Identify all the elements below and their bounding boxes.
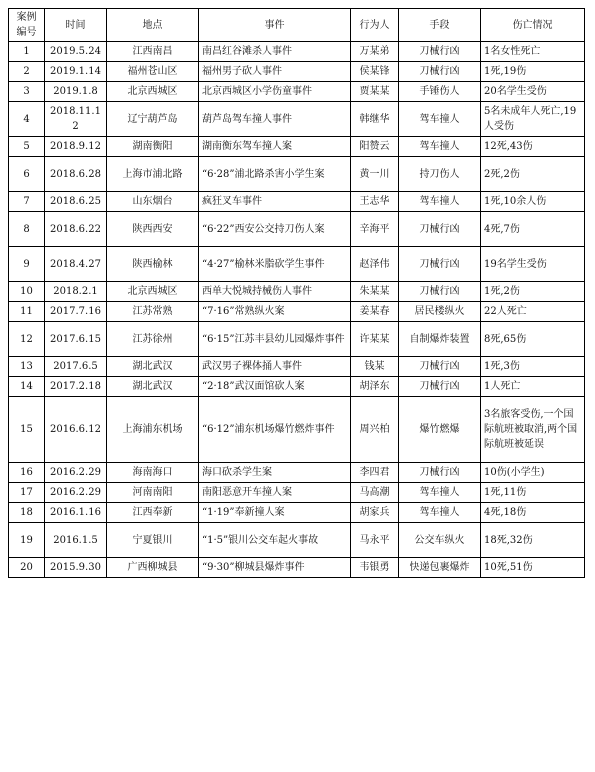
actor-cell: 万某弟 [351, 42, 399, 62]
means-cell: 驾车撞人 [399, 192, 481, 212]
table-row [9, 157, 585, 192]
actor-cell: 李四君 [351, 463, 399, 483]
case-number-cell: 11 [9, 302, 45, 322]
casualties-cell: 1名女性死亡 [481, 42, 585, 62]
actor-cell: 马高潮 [351, 483, 399, 503]
means-cell: 居民楼纵火 [399, 302, 481, 322]
event-cell: 福州男子砍人事件 [199, 62, 351, 82]
actor-cell: 阳赞云 [351, 137, 399, 157]
case-number-cell: 8 [9, 212, 45, 247]
event-cell: 西单大悦城持械伤人事件 [199, 282, 351, 302]
means-cell: 驾车撞人 [399, 137, 481, 157]
actor-cell: 贾某某 [351, 82, 399, 102]
actor-cell: 姜某春 [351, 302, 399, 322]
event-cell: “9·30”柳城县爆炸事件 [199, 558, 351, 578]
table-header-row [9, 9, 585, 42]
date-cell: 2018.11.12 [45, 102, 107, 137]
table-row [9, 558, 585, 578]
event-cell: “7·16”常熟纵火案 [199, 302, 351, 322]
place-cell: 山东烟台 [107, 192, 199, 212]
case-number-cell: 3 [9, 82, 45, 102]
actor-cell: 韦银勇 [351, 558, 399, 578]
event-cell: “2·18”武汉面馆砍人案 [199, 377, 351, 397]
casualties-cell: 22人死亡 [481, 302, 585, 322]
case-number-cell: 20 [9, 558, 45, 578]
casualties-cell: 19名学生受伤 [481, 247, 585, 282]
event-cell: “6·22”西安公交持刀伤人案 [199, 212, 351, 247]
table-row [9, 282, 585, 302]
place-cell: 辽宁葫芦岛 [107, 102, 199, 137]
event-cell: 武汉男子裸体捅人事件 [199, 357, 351, 377]
date-cell: 2016.2.29 [45, 483, 107, 503]
header-event: 事件 [199, 9, 351, 42]
date-cell: 2018.6.25 [45, 192, 107, 212]
place-cell: 广西柳城县 [107, 558, 199, 578]
event-cell: “4·27”榆林米脂砍学生事件 [199, 247, 351, 282]
header-date: 时间 [45, 9, 107, 42]
table-row [9, 212, 585, 247]
casualties-cell: 1死,10余人伤 [481, 192, 585, 212]
date-cell: 2018.9.12 [45, 137, 107, 157]
document-page [8, 8, 584, 578]
place-cell: 宁夏银川 [107, 523, 199, 558]
event-cell: 海口砍杀学生案 [199, 463, 351, 483]
actor-cell: 胡泽东 [351, 377, 399, 397]
event-cell: 北京西城区小学伤童事件 [199, 82, 351, 102]
means-cell: 刀械行凶 [399, 212, 481, 247]
means-cell: 公交车纵火 [399, 523, 481, 558]
event-cell: 疯狂叉车事件 [199, 192, 351, 212]
event-cell: “1·5”银川公交车起火事故 [199, 523, 351, 558]
header-place: 地点 [107, 9, 199, 42]
place-cell: 上海浦东机场 [107, 397, 199, 463]
case-number-cell: 6 [9, 157, 45, 192]
table-row [9, 397, 585, 463]
means-cell: 刀械行凶 [399, 282, 481, 302]
casualties-cell: 12死,43伤 [481, 137, 585, 157]
case-number-cell: 12 [9, 322, 45, 357]
casualties-cell: 4死,7伤 [481, 212, 585, 247]
place-cell: 上海市浦北路 [107, 157, 199, 192]
case-number-cell: 16 [9, 463, 45, 483]
date-cell: 2017.6.15 [45, 322, 107, 357]
means-cell: 持刀伤人 [399, 157, 481, 192]
means-cell: 爆竹燃爆 [399, 397, 481, 463]
date-cell: 2016.1.16 [45, 503, 107, 523]
header-case-number: 案例编号 [9, 9, 45, 42]
place-cell: 河南南阳 [107, 483, 199, 503]
casualties-cell: 1死,19伤 [481, 62, 585, 82]
place-cell: 北京西城区 [107, 82, 199, 102]
case-number-cell: 19 [9, 523, 45, 558]
place-cell: 陕西西安 [107, 212, 199, 247]
casualties-cell: 3名旅客受伤,一个国际航班被取消,两个国际航班被延误 [481, 397, 585, 463]
place-cell: 江苏常熟 [107, 302, 199, 322]
case-number-cell: 9 [9, 247, 45, 282]
place-cell: 海南海口 [107, 463, 199, 483]
date-cell: 2018.6.22 [45, 212, 107, 247]
header-means: 手段 [399, 9, 481, 42]
case-number-cell: 14 [9, 377, 45, 397]
event-cell: “1·19”奉新撞人案 [199, 503, 351, 523]
table-row [9, 377, 585, 397]
case-number-cell: 7 [9, 192, 45, 212]
casualties-cell: 1人死亡 [481, 377, 585, 397]
table-row [9, 82, 585, 102]
means-cell: 刀械行凶 [399, 463, 481, 483]
date-cell: 2015.9.30 [45, 558, 107, 578]
actor-cell: 许某某 [351, 322, 399, 357]
means-cell: 刀械行凶 [399, 247, 481, 282]
date-cell: 2017.6.5 [45, 357, 107, 377]
place-cell: 江苏徐州 [107, 322, 199, 357]
date-cell: 2019.1.14 [45, 62, 107, 82]
place-cell: 福州苍山区 [107, 62, 199, 82]
casualties-cell: 4死,18伤 [481, 503, 585, 523]
actor-cell: 辛海平 [351, 212, 399, 247]
actor-cell: 朱某某 [351, 282, 399, 302]
means-cell: 手锤伤人 [399, 82, 481, 102]
means-cell: 刀械行凶 [399, 62, 481, 82]
actor-cell: 胡家兵 [351, 503, 399, 523]
place-cell: 江西南昌 [107, 42, 199, 62]
place-cell: 湖南衡阳 [107, 137, 199, 157]
case-number-cell: 15 [9, 397, 45, 463]
incident-table [8, 8, 585, 578]
means-cell: 驾车撞人 [399, 483, 481, 503]
case-number-cell: 5 [9, 137, 45, 157]
date-cell: 2018.4.27 [45, 247, 107, 282]
casualties-cell: 1死,11伤 [481, 483, 585, 503]
case-number-cell: 4 [9, 102, 45, 137]
table-row [9, 137, 585, 157]
table-row [9, 483, 585, 503]
table-row [9, 357, 585, 377]
actor-cell: 黄一川 [351, 157, 399, 192]
date-cell: 2019.5.24 [45, 42, 107, 62]
means-cell: 刀械行凶 [399, 42, 481, 62]
date-cell: 2016.6.12 [45, 397, 107, 463]
casualties-cell: 8死,65伤 [481, 322, 585, 357]
casualties-cell: 2死,2伤 [481, 157, 585, 192]
table-row [9, 192, 585, 212]
means-cell: 快递包裹爆炸 [399, 558, 481, 578]
table-row [9, 503, 585, 523]
header-casualties: 伤亡情况 [481, 9, 585, 42]
casualties-cell: 1死,2伤 [481, 282, 585, 302]
place-cell: 湖北武汉 [107, 357, 199, 377]
casualties-cell: 1死,3伤 [481, 357, 585, 377]
header-actor: 行为人 [351, 9, 399, 42]
event-cell: “6·12”浦东机场爆竹燃炸事件 [199, 397, 351, 463]
table-row [9, 62, 585, 82]
table-row [9, 102, 585, 137]
table-row [9, 463, 585, 483]
date-cell: 2016.1.5 [45, 523, 107, 558]
means-cell: 驾车撞人 [399, 503, 481, 523]
means-cell: 刀械行凶 [399, 377, 481, 397]
date-cell: 2019.1.8 [45, 82, 107, 102]
actor-cell: 韩继华 [351, 102, 399, 137]
actor-cell: 侯某锋 [351, 62, 399, 82]
event-cell: 南昌红谷滩杀人事件 [199, 42, 351, 62]
case-number-cell: 10 [9, 282, 45, 302]
event-cell: 湖南衡东驾车撞人案 [199, 137, 351, 157]
actor-cell: 马永平 [351, 523, 399, 558]
place-cell: 湖北武汉 [107, 377, 199, 397]
casualties-cell: 5名未成年人死亡,19人受伤 [481, 102, 585, 137]
case-number-cell: 1 [9, 42, 45, 62]
table-row [9, 523, 585, 558]
event-cell: “6·28”浦北路杀害小学生案 [199, 157, 351, 192]
table-row [9, 322, 585, 357]
case-number-cell: 18 [9, 503, 45, 523]
event-cell: 南阳恶意开车撞人案 [199, 483, 351, 503]
means-cell: 驾车撞人 [399, 102, 481, 137]
date-cell: 2017.7.16 [45, 302, 107, 322]
table-row [9, 247, 585, 282]
means-cell: 刀械行凶 [399, 357, 481, 377]
table-row [9, 302, 585, 322]
case-number-cell: 13 [9, 357, 45, 377]
table-body [9, 42, 585, 578]
date-cell: 2016.2.29 [45, 463, 107, 483]
place-cell: 陕西榆林 [107, 247, 199, 282]
actor-cell: 钱某 [351, 357, 399, 377]
actor-cell: 赵泽伟 [351, 247, 399, 282]
place-cell: 北京西城区 [107, 282, 199, 302]
date-cell: 2017.2.18 [45, 377, 107, 397]
event-cell: “6·15”江苏丰县幼儿园爆炸事件 [199, 322, 351, 357]
actor-cell: 王志华 [351, 192, 399, 212]
case-number-cell: 2 [9, 62, 45, 82]
place-cell: 江西奉新 [107, 503, 199, 523]
casualties-cell: 10死,51伤 [481, 558, 585, 578]
event-cell: 葫芦岛驾车撞人事件 [199, 102, 351, 137]
actor-cell: 周兴柏 [351, 397, 399, 463]
date-cell: 2018.2.1 [45, 282, 107, 302]
casualties-cell: 18死,32伤 [481, 523, 585, 558]
date-cell: 2018.6.28 [45, 157, 107, 192]
case-number-cell: 17 [9, 483, 45, 503]
means-cell: 自制爆炸装置 [399, 322, 481, 357]
table-row [9, 42, 585, 62]
casualties-cell: 10伤(小学生) [481, 463, 585, 483]
casualties-cell: 20名学生受伤 [481, 82, 585, 102]
